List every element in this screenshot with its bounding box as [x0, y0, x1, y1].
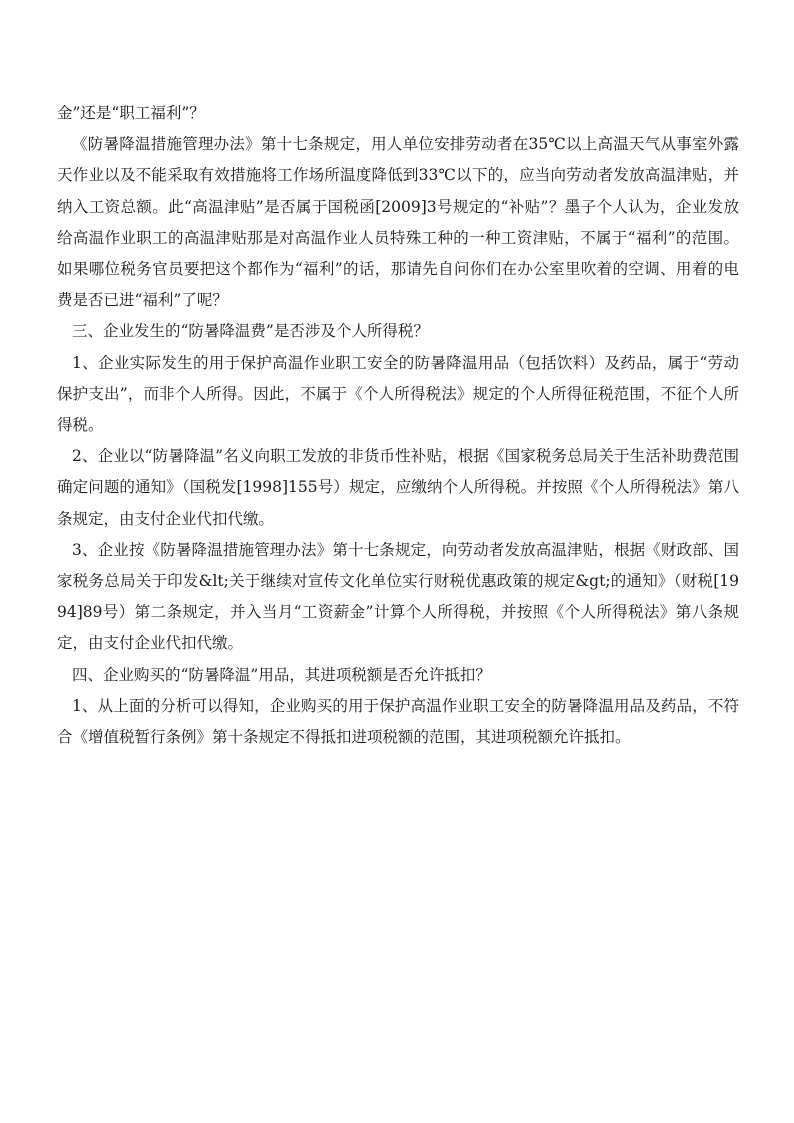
paragraph-4-1: 1、从上面的分析可以得知，企业购买的用于保护高温作业职工安全的防暑降温用品及药品，不符合《增值税暂行条例》第十条规定不得抵扣进项税额的范围，其进项税额允许抵扣。: [57, 696, 739, 747]
paragraph-continuation: 金”还是“职工福利”？: [57, 104, 205, 122]
section-heading-4: 四、企业购买的“防暑降温”用品，其进项税额是否允许抵扣？: [72, 665, 491, 684]
section-heading-3: 三、企业发生的“防暑降温费”是否涉及个人所得税？: [72, 322, 429, 341]
paragraph-3-1: 1、企业实际发生的用于保护高温作业职工安全的防暑降温用品（包括饮料）及药品，属于“劳动保护支出”，而非个人所得。因此，不属于《个人所得税法》规定的个人所得征税范围，不征个人所得税。: [57, 353, 739, 435]
paragraph-high-temp-allowance: 《防暑降温措施管理办法》第十七条规定，用人单位安排劳动者在35℃以上高温天气从事室外露天作业以及不能采取有效措施将工作场所温度降低到33℃以下的，应当向劳动者发放高温津贴，并纳入工资总额。此“高温津贴”是否属于国税函[2009]3号规定的“补贴”？墨子个人认为，企业发放给高温作业职工的高温津贴那是对高温作业人员特殊工种的一种工资津贴，不属于“福利”的范围。如果哪位税务官员要把这个都作为“福利”的话，那请先自问你们在办公室里吹着的空调、用着的电费是否已进“福利”了呢？: [57, 135, 739, 310]
document-body: [57, 98, 739, 753]
paragraph-3-3: 3、企业按《防暑降温措施管理办法》第十七条规定，向劳动者发放高温津贴，根据《财政部、国家税务总局关于印发&lt;关于继续对宣传文化单位实行财税优惠政策的规定&gt;的通知》（财税[1994]89号）第二条规定，并入当月“工资薪金”计算个人所得税，并按照《个人所得税法》第八条规定，由支付企业代扣代缴。: [57, 540, 739, 653]
paragraph-3-2: 2、企业以“防暑降温”名义向职工发放的非货币性补贴，根据《国家税务总局关于生活补助费范围确定问题的通知》（国税发[1998]155号）规定，应缴纳个人所得税。并按照《个人所得税法》第八条规定，由支付企业代扣代缴。: [57, 447, 739, 528]
